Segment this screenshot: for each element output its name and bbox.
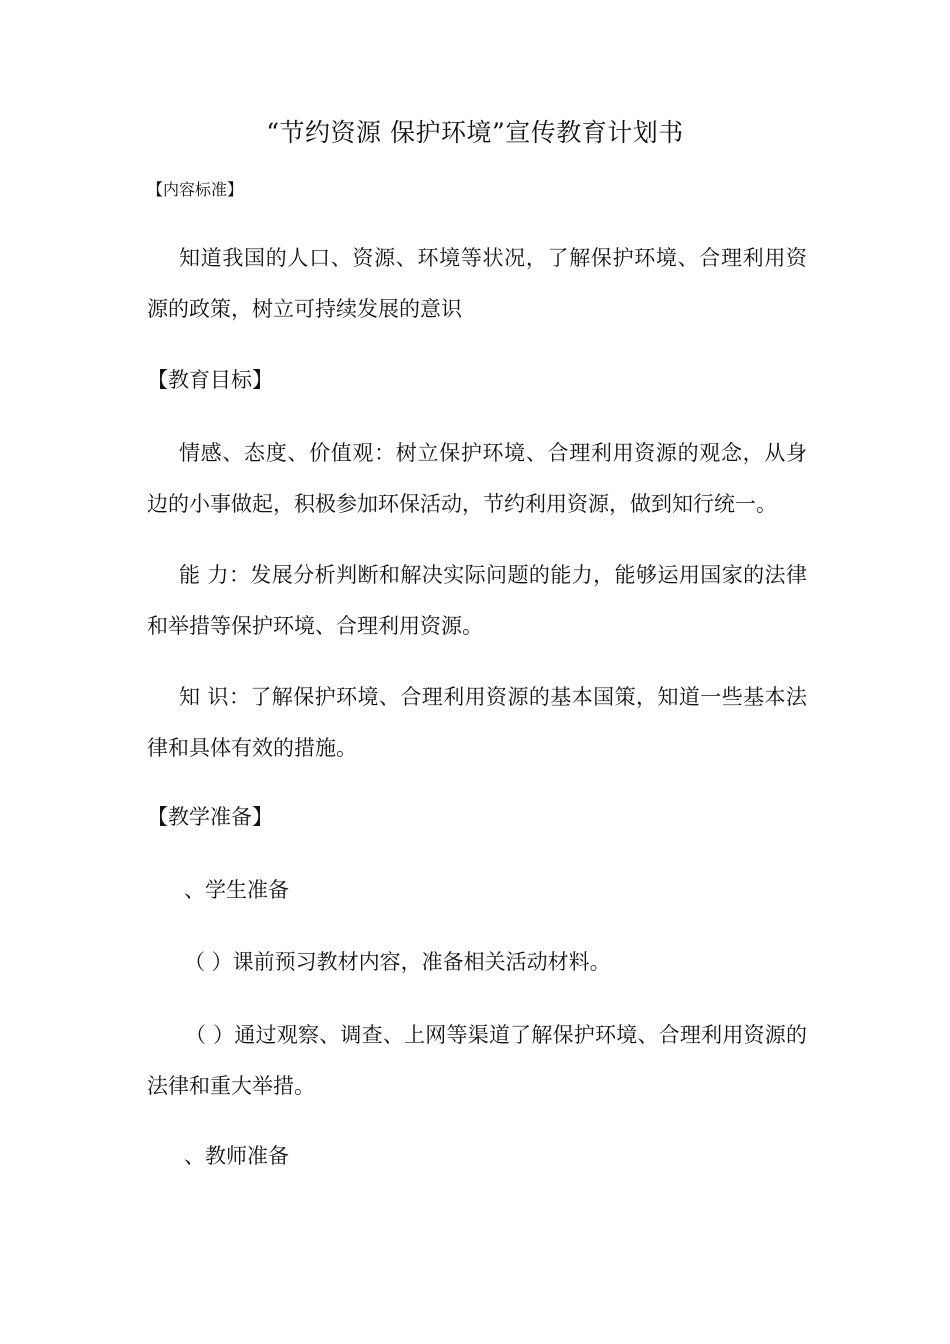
student-item-2: （ ）通过观察、调查、上网等渠道了解保护环境、合理利用资源的法律和重大举措。 <box>147 1023 807 1098</box>
content-standard-heading: 【内容标准】 <box>147 180 244 199</box>
teaching-preparation-heading: 【教学准备】 <box>147 805 273 829</box>
content-standard-text: 知道我国的人口、资源、环境等状况，了解保护环境、合理利用资源的政策，树立可持续发展的意识 <box>147 246 807 321</box>
goal-ability-text: 能 力：发展分析判断和解决实际问题的能力，能够运用国家的法律和举措等保护环境、合理利用资源。 <box>147 563 807 638</box>
document-title: “节约资源 保护环境”宣传教育计划书 <box>266 118 684 147</box>
goal-knowledge-text: 知 识：了解保护环境、合理利用资源的基本国策，知道一些基本法律和具体有效的措施。 <box>147 685 807 760</box>
teacher-preparation-heading: 、教师准备 <box>184 1144 289 1168</box>
student-preparation-heading: 、学生准备 <box>184 878 289 902</box>
goal-emotion-text: 情感、态度、价值观：树立保护环境、合理利用资源的观念，从身边的小事做起，积极参加环保活动，节约利用资源，做到知行统一。 <box>147 441 807 516</box>
student-item-1: （ ）课前预习教材内容，准备相关活动材料。 <box>184 950 611 974</box>
education-goals-heading: 【教育目标】 <box>147 368 273 392</box>
